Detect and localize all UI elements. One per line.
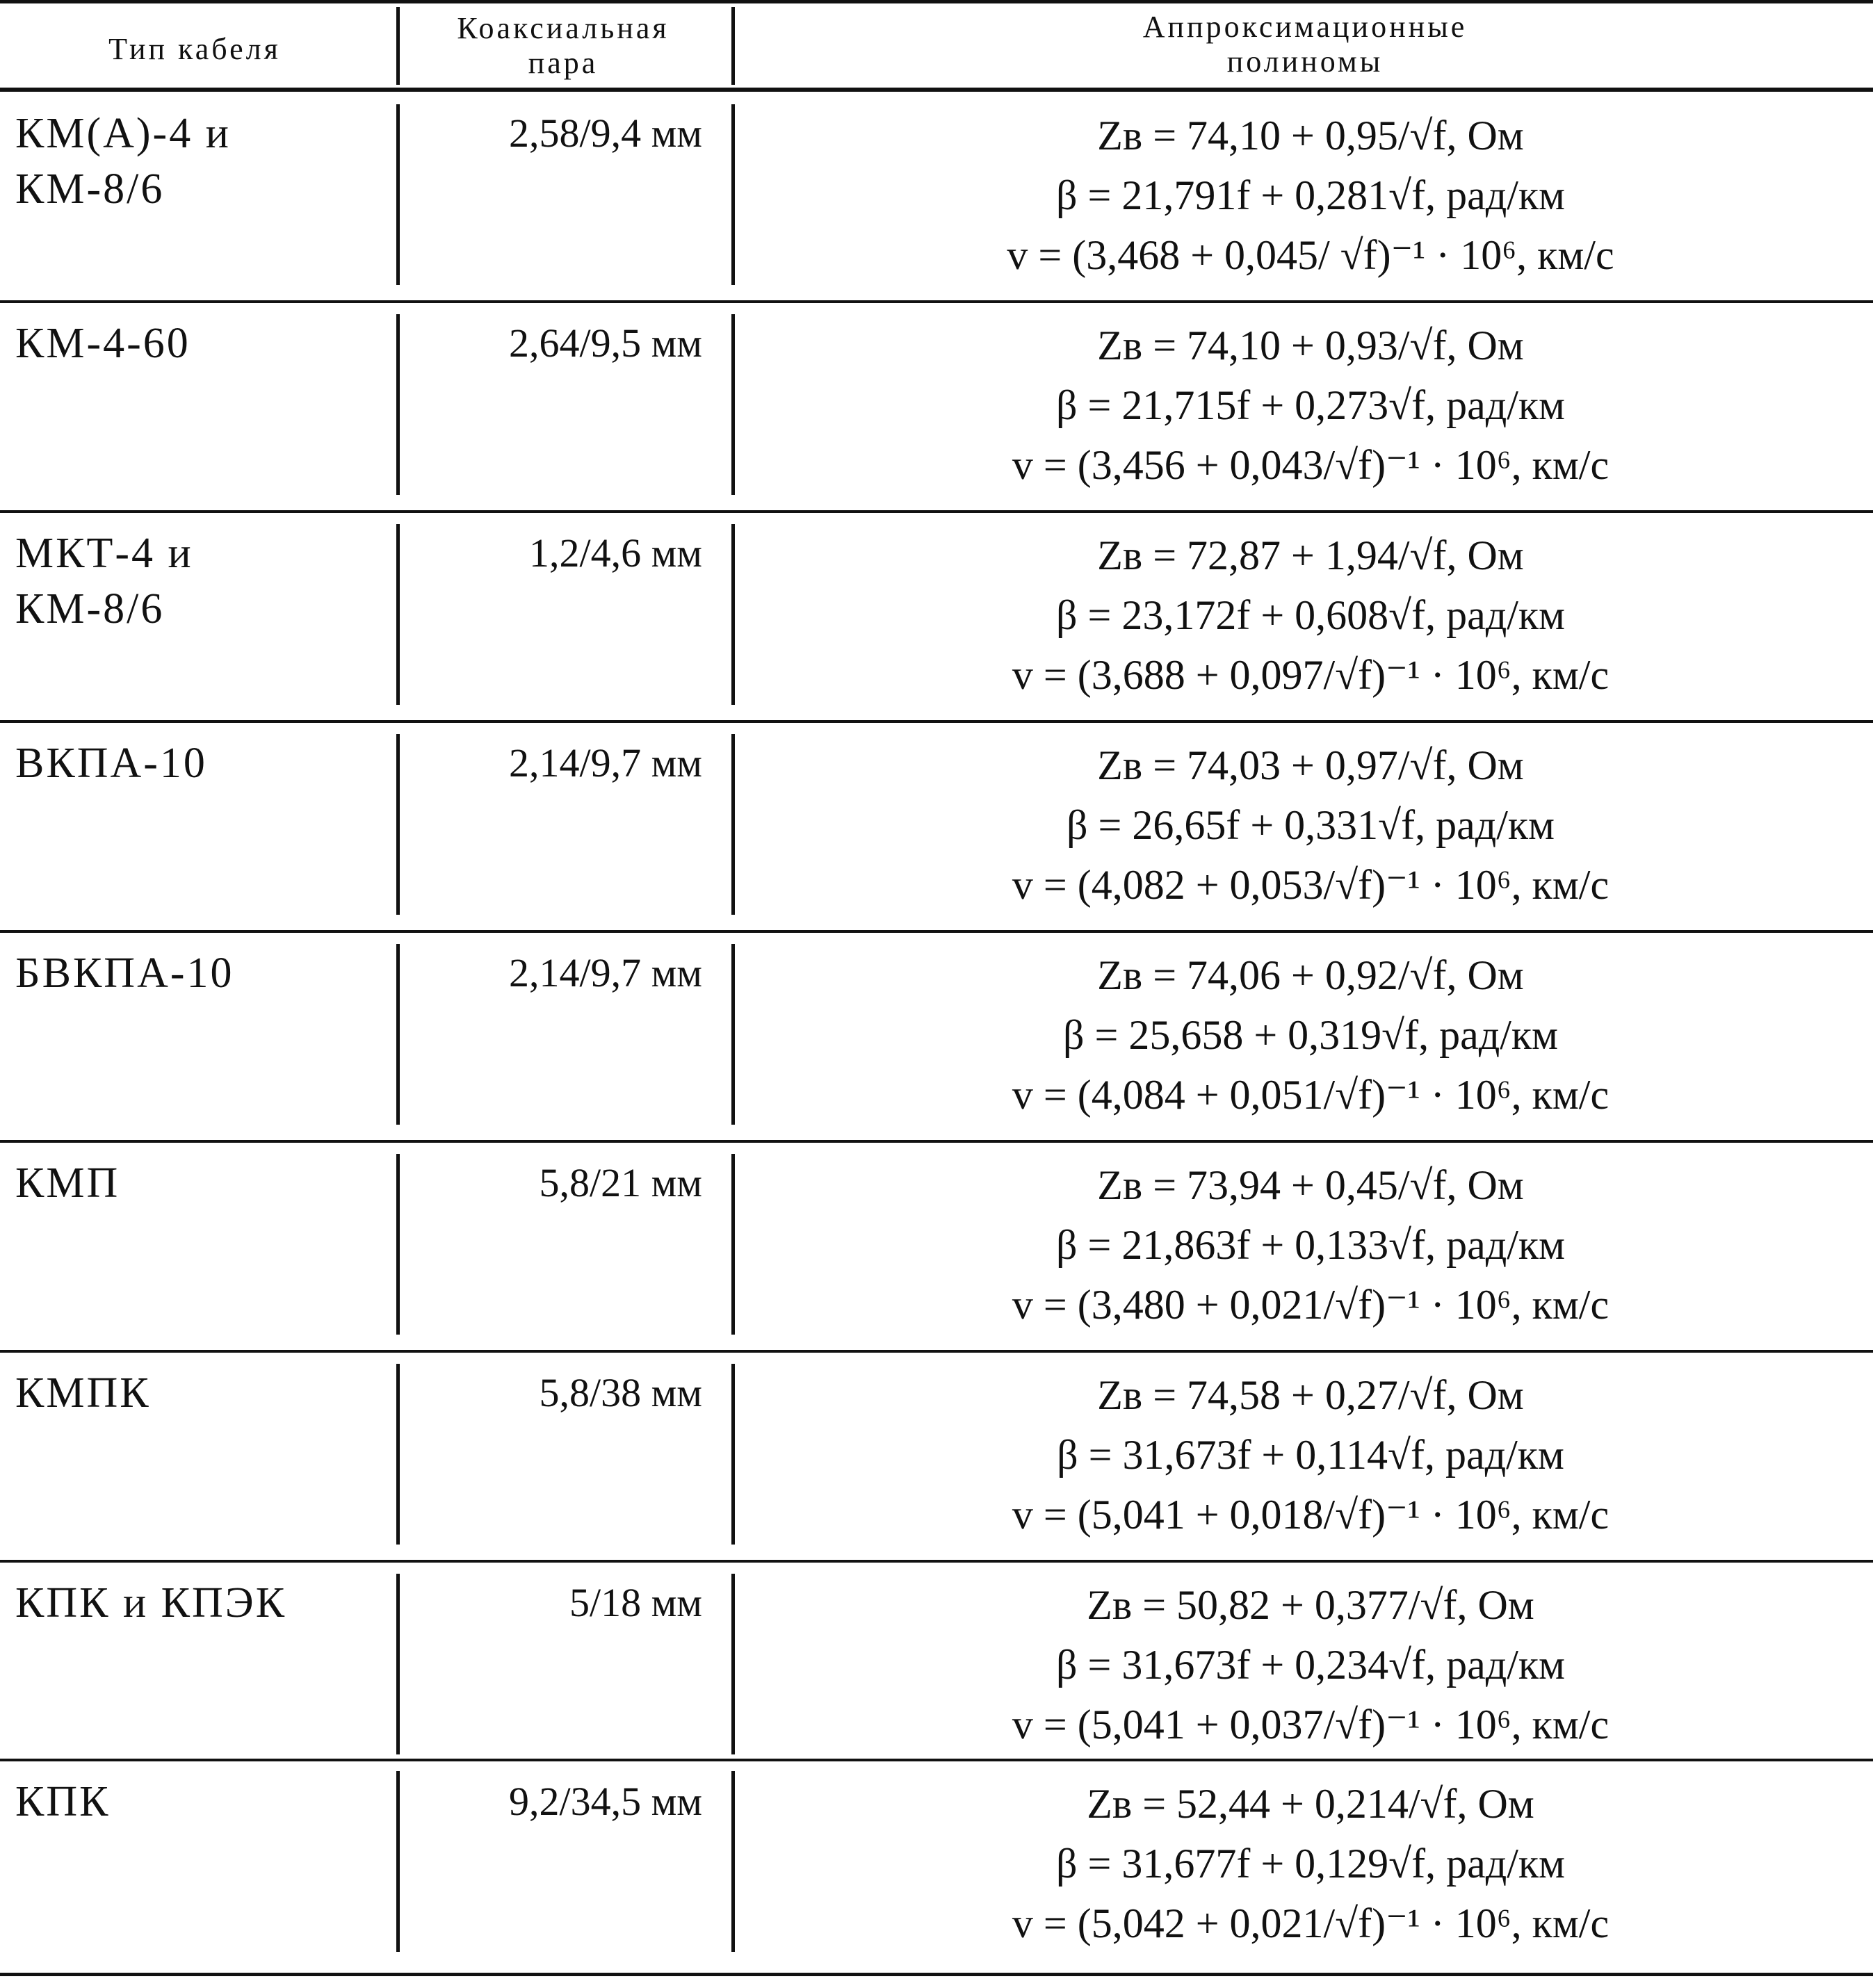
cable-type: КМПК	[15, 1369, 151, 1417]
table-row	[0, 93, 1873, 303]
impedance-formula: Zв = 72,87 + 1,94/√f, Ом	[1097, 532, 1524, 578]
phase-formula: β = 21,863f + 0,133√f, рад/км	[1055, 1222, 1566, 1268]
col-divider-1	[396, 1154, 400, 1335]
impedance-formula: Zв = 74,06 + 0,92/√f, Ом	[1097, 952, 1524, 998]
impedance-formula: Zв = 74,58 + 0,27/√f, Ом	[1097, 1372, 1524, 1418]
phase-formula: β = 31,677f + 0,129√f, рад/км	[1055, 1841, 1566, 1887]
header-polynomials-line1: Аппроксимационные	[1142, 10, 1468, 44]
col-divider-2	[731, 1771, 735, 1952]
velocity-formula: v = (4,084 + 0,051/√f)⁻¹ · 10⁶, км/с	[1012, 1072, 1610, 1118]
header-polynomials	[737, 10, 1873, 79]
col-divider-1	[396, 7, 400, 85]
col-divider-1	[396, 1364, 400, 1545]
velocity-formula: v = (5,041 + 0,037/√f)⁻¹ · 10⁶, км/с	[1012, 1702, 1610, 1747]
table-row	[0, 303, 1873, 513]
table-row	[0, 1761, 1873, 1971]
coax-pair: 1,2/4,6 мм	[528, 530, 702, 576]
polynomials	[758, 1365, 1863, 1545]
cable-type: КМ(А)-4 и КМ-8/6	[15, 110, 231, 213]
coax-pair: 5/18 мм	[569, 1580, 702, 1625]
polynomials	[758, 316, 1863, 495]
phase-formula: β = 25,658 + 0,319√f, рад/км	[1062, 1012, 1559, 1058]
polynomials	[758, 1575, 1863, 1754]
col-divider-1	[396, 104, 400, 285]
polynomials	[758, 1155, 1863, 1335]
velocity-formula: v = (3,468 + 0,045/ √f)⁻¹ · 10⁶, км/с	[1007, 232, 1614, 278]
col-divider-1	[396, 1771, 400, 1952]
col-divider-2	[731, 734, 735, 915]
col-divider-2	[731, 7, 735, 85]
impedance-formula: Zв = 74,10 + 0,95/√f, Ом	[1097, 113, 1524, 158]
velocity-formula: v = (3,480 + 0,021/√f)⁻¹ · 10⁶, км/с	[1012, 1282, 1610, 1328]
header-coax-pair-line1: Коаксиальная	[457, 11, 670, 45]
table-row	[0, 1143, 1873, 1353]
header-coax-pair-line2: пара	[528, 46, 599, 80]
table-row	[0, 933, 1873, 1143]
coax-pair: 2,14/9,7 мм	[508, 950, 702, 995]
velocity-formula: v = (3,688 + 0,097/√f)⁻¹ · 10⁶, км/с	[1012, 652, 1610, 698]
polynomials	[758, 1774, 1863, 1953]
col-divider-1	[396, 944, 400, 1125]
header-polynomials-line2: полиномы	[1226, 44, 1384, 79]
polynomials	[758, 106, 1863, 285]
col-divider-1	[396, 524, 400, 705]
velocity-formula: v = (5,041 + 0,018/√f)⁻¹ · 10⁶, км/с	[1012, 1492, 1610, 1538]
phase-formula: β = 21,715f + 0,273√f, рад/км	[1055, 382, 1566, 428]
impedance-formula: Zв = 74,10 + 0,93/√f, Ом	[1097, 323, 1524, 368]
polynomials	[758, 525, 1863, 705]
col-divider-1	[396, 1574, 400, 1754]
phase-formula: β = 23,172f + 0,608√f, рад/км	[1055, 592, 1566, 638]
impedance-formula: Zв = 74,03 + 0,97/√f, Ом	[1097, 742, 1524, 788]
col-divider-1	[396, 314, 400, 495]
col-divider-2	[731, 1154, 735, 1335]
phase-formula: β = 26,65f + 0,331√f, рад/км	[1066, 802, 1555, 848]
cable-type: МКТ-4 и КМ-8/6	[15, 530, 193, 633]
cable-type: КПК	[15, 1778, 111, 1825]
velocity-formula: v = (5,042 + 0,021/√f)⁻¹ · 10⁶, км/с	[1012, 1900, 1610, 1946]
col-divider-2	[731, 524, 735, 705]
col-divider-2	[731, 104, 735, 285]
table-bottom-border	[0, 1973, 1873, 1976]
cable-type: КМП	[15, 1159, 120, 1207]
col-divider-2	[731, 944, 735, 1125]
coax-pair: 5,8/21 мм	[539, 1160, 702, 1205]
col-divider-2	[731, 1364, 735, 1545]
impedance-formula: Zв = 52,44 + 0,214/√f, Ом	[1087, 1781, 1534, 1827]
polynomials	[758, 735, 1863, 915]
coax-pair: 2,58/9,4 мм	[508, 111, 702, 156]
impedance-formula: Zв = 73,94 + 0,45/√f, Ом	[1097, 1162, 1524, 1208]
phase-formula: β = 31,673f + 0,114√f, рад/км	[1057, 1432, 1564, 1478]
header-coax-pair	[400, 11, 727, 81]
polynomials	[758, 945, 1863, 1125]
header-divider	[0, 88, 1873, 92]
cable-type: ВКПА-10	[15, 740, 207, 787]
phase-formula: β = 21,791f + 0,281√f, рад/км	[1055, 172, 1566, 218]
velocity-formula: v = (4,082 + 0,053/√f)⁻¹ · 10⁶, км/с	[1012, 862, 1610, 908]
table-row	[0, 723, 1873, 933]
cable-type: БВКПА-10	[15, 950, 234, 997]
phase-formula: β = 31,673f + 0,234√f, рад/км	[1055, 1642, 1566, 1688]
table-row	[0, 1563, 1873, 1773]
coax-pair: 5,8/38 мм	[539, 1370, 702, 1415]
impedance-formula: Zв = 50,82 + 0,377/√f, Ом	[1087, 1582, 1534, 1628]
cable-type: КПК и КПЭК	[15, 1579, 287, 1627]
velocity-formula: v = (3,456 + 0,043/√f)⁻¹ · 10⁶, км/с	[1012, 442, 1610, 488]
coax-pair: 2,64/9,5 мм	[508, 320, 702, 366]
table-row	[0, 1353, 1873, 1563]
coax-pair: 9,2/34,5 мм	[508, 1779, 702, 1824]
col-divider-2	[731, 1574, 735, 1754]
cable-type: КМ-4-60	[15, 320, 190, 367]
coax-pair: 2,14/9,7 мм	[508, 740, 702, 785]
table-row	[0, 513, 1873, 723]
table-top-border	[0, 0, 1873, 3]
header-cable-type: Тип кабеля	[108, 32, 281, 66]
col-divider-1	[396, 734, 400, 915]
col-divider-2	[731, 314, 735, 495]
